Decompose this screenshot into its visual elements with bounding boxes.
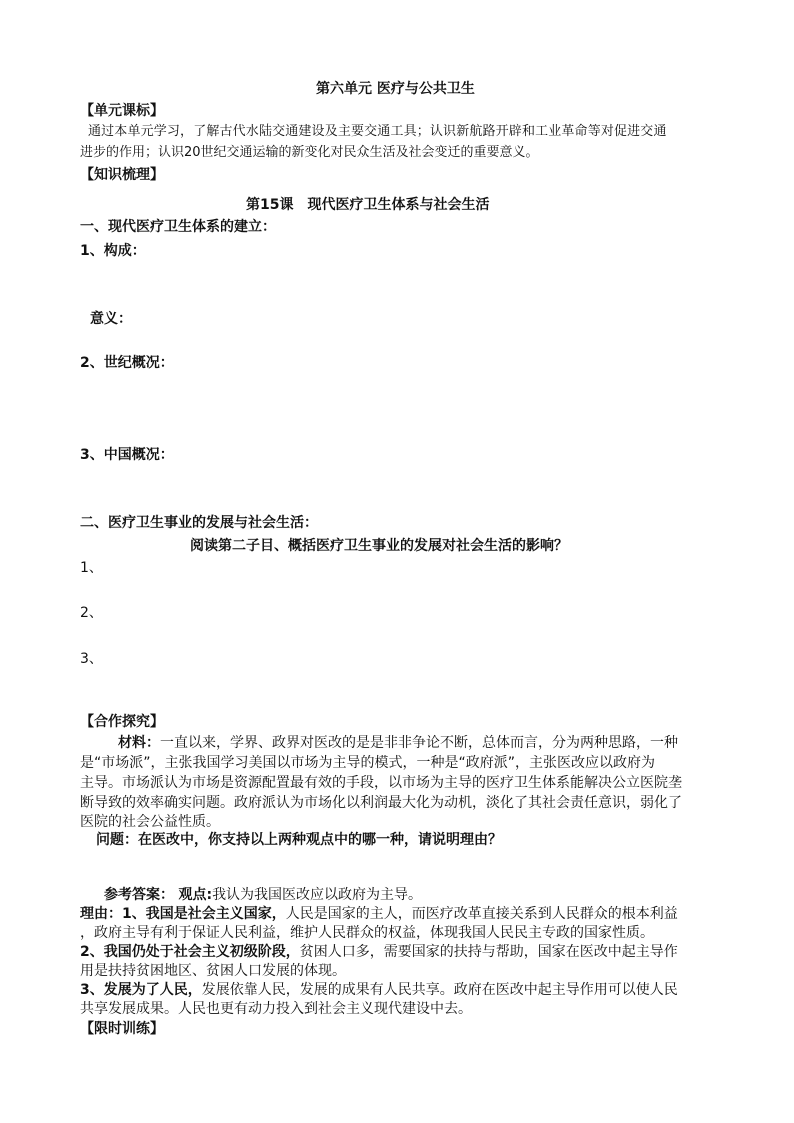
reason2-line-a — [80, 941, 678, 961]
material-line3: 主导。市场派认为市场是资源配置最有效的手段，以市场为主导的医疗卫生体系能解决公立医院垄 — [80, 775, 682, 791]
reason3-bold: 3、发展为了人民， — [80, 982, 202, 998]
viewpoint-label: 观点: — [178, 887, 213, 903]
viewpoint-text: 我认为我国医改应以政府为主导。 — [212, 887, 423, 903]
answer-label: 参考答案： — [104, 887, 174, 903]
reason3-text-a: 发展依靠人民，发展的成果有人民共享。政府在医改中起主导作用可以使人民 — [201, 982, 678, 998]
reason1-text-b: ，政府主导有利于保证人民利益，维护人民群众的权益，体现我国人民民主专政的国家性质。 — [80, 925, 654, 941]
cooperation-heading: 【合作探究】 — [80, 714, 164, 730]
reason1-bold: 理由：1、我国是社会主义国家， — [80, 906, 286, 922]
section2-question: 阅读第二子目、概括医疗卫生事业的发展对社会生活的影响？ — [190, 538, 568, 554]
reason1-text-a: 人民是国家的主人，而医疗改革直接关系到人民群众的根本利益 — [285, 906, 678, 922]
review-heading: 【知识梳理】 — [80, 167, 164, 183]
section2-blank-1: 1、 — [80, 560, 103, 576]
section2-blank-2: 2、 — [80, 605, 103, 621]
standard-text-line1: 通过本单元学习，了解古代水陆交通建设及主要交通工具；认识新航路开辟和工业革命等对促进交通 — [88, 124, 667, 139]
training-heading: 【限时训练】 — [80, 1021, 164, 1037]
section1-heading: 一、现代医疗卫生体系的建立： — [80, 219, 276, 235]
material-line5: 医院的社会公益性质。 — [80, 814, 220, 830]
section1-item2: 2、世纪概况： — [80, 355, 174, 371]
material-line1 — [80, 732, 678, 752]
lesson-title: 第15课 现代医疗卫生体系与社会生活 — [246, 197, 490, 213]
cooperation-question: 问题：在医改中，你支持以上两种观点中的哪一种，请说明理由？ — [96, 832, 502, 848]
reason3-text-b: 共享发展成果。人民也更有动力投入到社会主义现代建设中去。 — [80, 1001, 472, 1017]
section2-heading: 二、医疗卫生事业的发展与社会生活： — [80, 515, 318, 531]
reason2-text-a: 贫困人口多，需要国家的扶持与帮助，国家在医改中起主导作 — [299, 944, 678, 960]
standard-text-line2: 进步的作用；认识20世纪交通运输的新变化对民众生活及社会变迁的重要意义。 — [80, 145, 539, 160]
section2-blank-3: 3、 — [80, 651, 103, 667]
reason1-line-a — [80, 903, 678, 923]
section1-meaning: 意义： — [90, 311, 132, 327]
answer-line — [104, 884, 422, 904]
material-line2: 是“市场派”，主张我国学习美国以市场为主导的模式，一种是“政府派”，主张医改应以政府为 — [80, 755, 656, 771]
section1-item3: 3、中国概况： — [80, 447, 174, 463]
material-line4: 断导致的效率确实问题。政府派认为市场化以利润最大化为动机，淡化了其社会责任意识，弱化了 — [80, 795, 682, 811]
material-text-line1: 一直以来，学界、政界对医改的是是非非争论不断，总体而言，分为两种思路，一种 — [160, 735, 678, 751]
reason2-bold: 2、我国仍处于社会主义初级阶段， — [80, 944, 300, 960]
material-label: 材料： — [118, 735, 160, 751]
unit-title: 第六单元 医疗与公共卫生 — [316, 81, 475, 97]
standard-heading: 【单元课标】 — [80, 103, 164, 119]
section1-item1: 1、构成： — [80, 243, 146, 259]
reason2-text-b: 用是扶持贫困地区、贫困人口发展的体现。 — [80, 963, 346, 979]
reason3-line-a — [80, 979, 678, 999]
